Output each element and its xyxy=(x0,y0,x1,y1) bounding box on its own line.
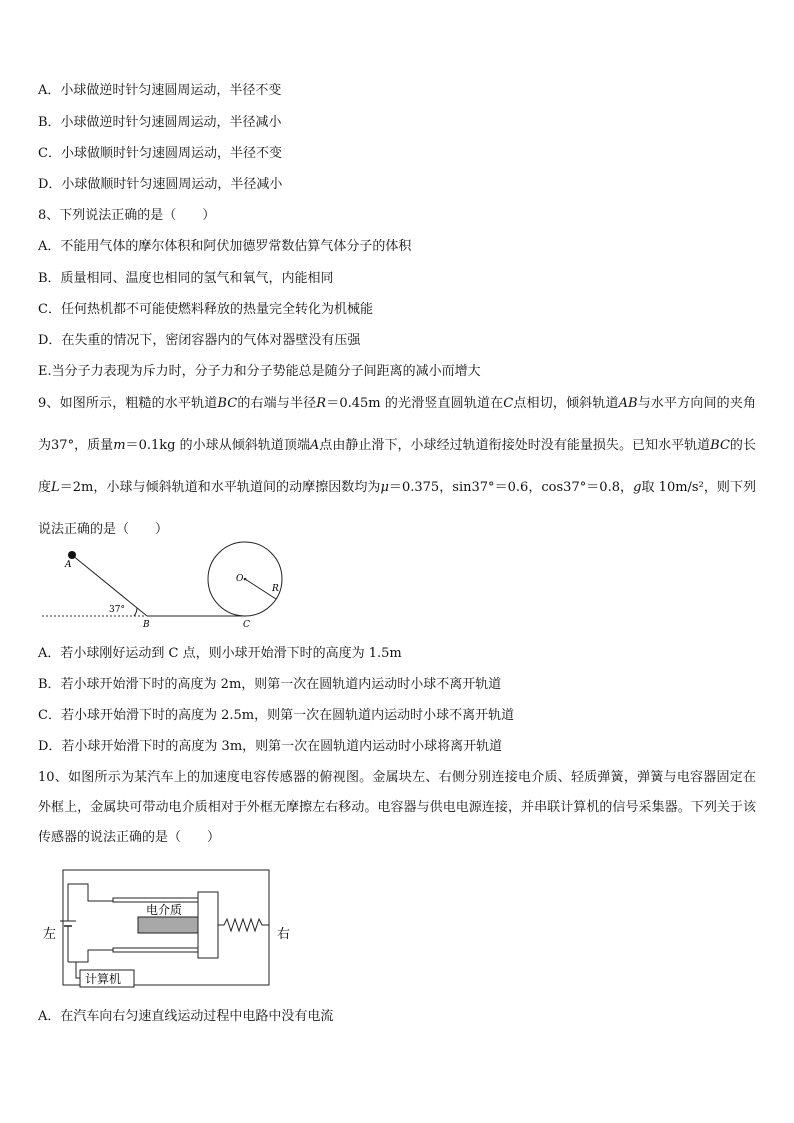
label-b: B xyxy=(143,620,150,630)
q8-option-b: B．质量相同、温度也相同的氢气和氧气，内能相同 xyxy=(38,271,334,286)
label-c: C xyxy=(243,620,250,630)
dielectric-block xyxy=(138,917,198,933)
q9-option-a: A．若小球刚好运动到 C 点，则小球开始滑下时的高度为 1.5m xyxy=(38,646,402,661)
angle-arc xyxy=(134,608,137,616)
ball xyxy=(68,551,76,559)
q9-stem: 9、如图所示，粗糙的水平轨道BC的右端与半径R＝0.45m 的光滑竖直圆轨道在C点相切，倾斜轨道AB与水平方向间的夹角为37°，质量m＝0.1kg 的小球从倾斜轨道顶端A点由静止滑下，小球经过轨道衔接处时没有能量损失。已知水平轨道BC的长度L＝2m，小球与倾斜轨道和水平轨道间的动摩擦因数均为μ＝0.375，sin37°＝0.6，cos37°＝0.8，g取 10m/s²，则下列说法正确的是（ ） xyxy=(38,396,756,537)
q10-sensor-figure xyxy=(38,866,308,991)
label-angle: 37° xyxy=(109,605,125,615)
left-label: 左 xyxy=(43,927,57,942)
q8-option-c: C．任何热机都不可能使燃料释放的热量完全转化为机械能 xyxy=(38,302,373,317)
q8-stem: 8、下列说法正确的是（ ） xyxy=(38,208,216,223)
q10-option-a: A．在汽车向右匀速直线运动过程中电路中没有电流 xyxy=(38,1009,334,1024)
q7-option-d: D．小球做顺时针匀速圆周运动，半径减小 xyxy=(38,177,283,192)
q8-option-a: A．不能用气体的摩尔体积和阿伏加德罗常数估算气体分子的体积 xyxy=(38,239,412,254)
q9-option-b: B．若小球开始滑下时的高度为 2m，则第一次在圆轨道内运动时小球不离开轨道 xyxy=(38,677,502,692)
dielectric-label: 电介质 xyxy=(146,903,183,917)
q7-option-c: C．小球做顺时针匀速圆周运动，半径不变 xyxy=(38,146,282,161)
q9-option-d: D．若小球开始滑下时的高度为 3m，则第一次在圆轨道内运动时小球将离开轨道 xyxy=(38,739,503,754)
right-label: 右 xyxy=(277,927,291,942)
q9-track-figure xyxy=(38,540,298,630)
computer-wire xyxy=(76,962,80,978)
spring xyxy=(218,919,269,931)
q8-option-d: D．在失重的情况下，密闭容器内的气体对器壁没有压强 xyxy=(38,333,361,348)
q7-option-a: A．小球做逆时针匀速圆周运动，半径不变 xyxy=(38,83,282,98)
capacitor-plate-bottom xyxy=(113,948,201,952)
computer-label: 计算机 xyxy=(85,972,122,986)
q8-option-e: E.当分子力表现为斥力时，分子力和分子势能总是随分子间距离的减小而增大 xyxy=(38,364,481,379)
capacitor-plate-top xyxy=(113,898,201,902)
label-r: R xyxy=(272,584,279,594)
q7-option-b: B．小球做逆时针匀速圆周运动，半径减小 xyxy=(38,115,282,130)
q10-stem: 10、如图所示为某汽车上的加速度电容传感器的俯视图。金属块左、右侧分别连接电介质、轻质弹簧，弹簧与电容器固定在外框上，金属块可带动电介质相对于外框无摩擦左右移动。电容器与供电电源连接，并串联计算机的信号采集器。下列关于该传感器的说法正确的是（ ） xyxy=(38,770,756,845)
label-o: O xyxy=(236,574,244,584)
metal-block xyxy=(198,892,218,958)
label-a: A xyxy=(65,560,72,570)
q9-option-c: C．若小球开始滑下时的高度为 2.5m，则第一次在圆轨道内运动时小球不离开轨道 xyxy=(38,708,515,723)
